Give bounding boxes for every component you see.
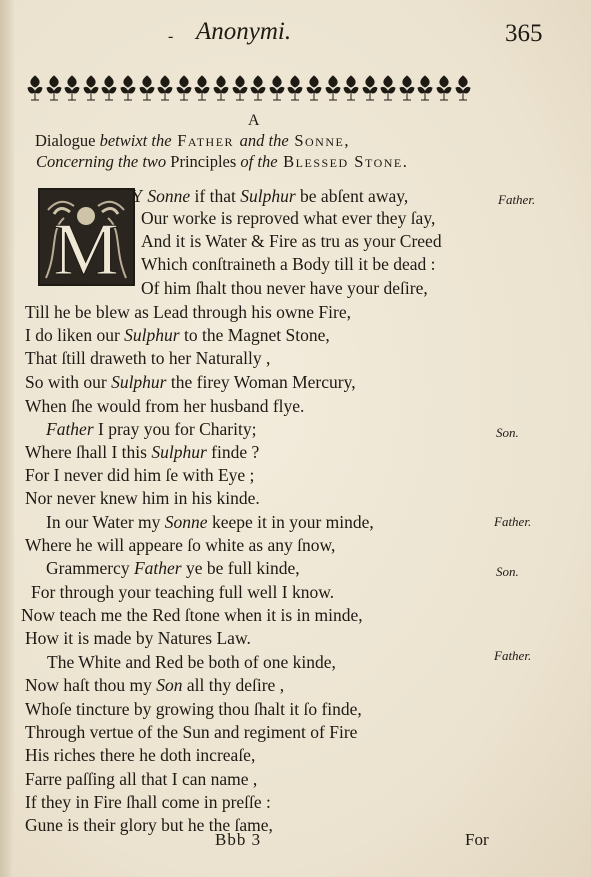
- dialogue-title-line-1: [35, 131, 350, 151]
- verse-text: Farre paſſing all that I can name ,: [25, 769, 258, 789]
- page-gutter-edge: [0, 0, 14, 877]
- title-text: betwixt the: [99, 131, 172, 150]
- page-header: [0, 18, 591, 50]
- verse-text: Till he be blew as Lead through his owne Fire,: [25, 302, 351, 322]
- verse-line: [141, 278, 428, 298]
- verse-text: Which conſtraineth a Body till it be dead :: [141, 254, 436, 274]
- verse-text: Sulphur: [111, 372, 167, 392]
- drop-cap-letter: M: [53, 209, 119, 284]
- verse-line: [25, 628, 251, 648]
- verse-text: Now teach me the Red ſtone when it is in minde,: [21, 605, 363, 625]
- fleuron-ornament-icon: [454, 74, 472, 102]
- fleuron-ornament-icon: [231, 74, 249, 102]
- verse-text: Now haſt thou my: [25, 675, 157, 695]
- verse-text: Sulphur: [240, 186, 296, 206]
- fleuron-ornament-icon: [379, 74, 397, 102]
- fleuron-ornament-icon: [286, 74, 304, 102]
- running-title: Anonymi.: [196, 18, 292, 45]
- dialogue-title-line-2: [36, 152, 408, 172]
- verse-text: Gune is their glory but he the ſame,: [25, 815, 273, 835]
- verse-line: [25, 442, 259, 462]
- verse-text: Father: [46, 419, 94, 439]
- verse-line: [141, 208, 435, 228]
- verse-text: finde ?: [206, 442, 260, 462]
- catchword: For: [465, 830, 489, 849]
- verse-line: [25, 302, 351, 322]
- drop-cap-ornament-icon: [40, 190, 133, 284]
- speaker-label: Father.: [494, 648, 532, 663]
- verse-text: Sonne: [147, 186, 191, 206]
- verse-line: [25, 722, 357, 742]
- fleuron-ornament-icon: [100, 74, 118, 102]
- verse-line: [47, 652, 336, 672]
- verse-line: [46, 419, 256, 439]
- verse-line: [25, 675, 284, 695]
- title-text: Concerning the two: [36, 152, 167, 171]
- verse-text: For I never did him ſe with Eye ;: [25, 465, 255, 485]
- fleuron-ornament-icon: [26, 74, 44, 102]
- verse-text: I do liken our: [25, 325, 125, 345]
- fleuron-ornament-icon: [82, 74, 100, 102]
- verse-line: [46, 558, 300, 578]
- verse-text: Y: [131, 186, 148, 206]
- verse-text: Our worke is reproved what ever they ſay,: [141, 208, 436, 228]
- fleuron-ornament-icon: [249, 74, 267, 102]
- verse-line: [31, 582, 334, 602]
- section-letter: A: [248, 112, 260, 129]
- header-dash: -: [168, 28, 174, 45]
- verse-text: Sonne: [164, 512, 208, 532]
- fleuron-ornament-icon: [416, 74, 434, 102]
- verse-text: ye be full kinde,: [181, 558, 300, 578]
- verse-text: the firey Woman Mercury,: [166, 372, 356, 392]
- verse-text: Where he will appeare ſo white as any ſnow,: [25, 535, 336, 555]
- verse-text: Sulphur: [151, 442, 207, 462]
- fleuron-ornament-icon: [305, 74, 323, 102]
- verse-line: [25, 769, 257, 789]
- speaker-label: Father.: [494, 514, 532, 529]
- verse-line: [25, 488, 260, 508]
- signature-mark: Bbb 3: [215, 830, 262, 849]
- verse-text: Father: [133, 558, 182, 578]
- drop-cap-initial: [38, 188, 135, 286]
- page-number: 365: [505, 20, 543, 47]
- speaker-label: Son.: [496, 425, 519, 440]
- verse-text: keepe it in your minde,: [207, 512, 374, 532]
- fleuron-ornament-icon: [324, 74, 342, 102]
- verse-text: be abſent away,: [295, 186, 409, 206]
- verse-text: Grammercy: [46, 558, 134, 578]
- verse-line: [141, 254, 436, 274]
- fleuron-ornament-icon: [175, 74, 193, 102]
- verse-text: The White and Red be both of one kinde,: [47, 652, 336, 672]
- verse-line: [131, 186, 408, 206]
- verse-text: Son: [156, 675, 183, 695]
- verse-text: And it is Water & Fire as tru as your Creed: [141, 231, 442, 251]
- verse-text: When ſhe would from her husband flye.: [25, 396, 305, 416]
- fleuron-ornament-icon: [138, 74, 156, 102]
- verse-line: [141, 231, 442, 251]
- verse-line: [25, 396, 304, 416]
- verse-line: [25, 372, 356, 392]
- verse-text: How it is made by Natures Law.: [25, 628, 251, 648]
- verse-line: [46, 512, 374, 532]
- fleuron-ornament-icon: [63, 74, 81, 102]
- title-text: Principles: [166, 152, 241, 171]
- verse-line: [25, 535, 335, 555]
- fleuron-ornament-icon: [212, 74, 230, 102]
- title-text: Dialogue: [35, 131, 100, 150]
- fleuron-ornament-icon: [156, 74, 174, 102]
- verse-text: If they in Fire ſhall come in preſſe :: [25, 792, 271, 812]
- verse-line: [25, 348, 270, 368]
- title-text: and the: [239, 131, 289, 150]
- verse-line: [21, 605, 363, 625]
- fleuron-ornament-icon: [45, 74, 63, 102]
- verse-text: For through your teaching full well I know.: [31, 582, 335, 602]
- verse-line: [25, 792, 271, 812]
- fleuron-ornament-icon: [119, 74, 137, 102]
- title-text: Sonne,: [288, 131, 350, 150]
- title-text: Blessed Stone.: [277, 152, 409, 171]
- verse-text: to the Magnet Stone,: [179, 325, 330, 345]
- verse-line: [25, 465, 254, 485]
- verse-text: That ſtill draweth to her Naturally ,: [25, 348, 271, 368]
- ornament-band: [26, 74, 472, 104]
- title-text: of the: [240, 152, 278, 171]
- verse-text: His riches there he doth increaſe,: [25, 745, 256, 765]
- fleuron-ornament-icon: [268, 74, 286, 102]
- verse-text: Where ſhall I this: [25, 442, 152, 462]
- verse-text: Through vertue of the Sun and regiment of Fire: [25, 722, 358, 742]
- fleuron-ornament-icon: [361, 74, 379, 102]
- title-text: Father: [171, 131, 240, 150]
- verse-text: if that: [190, 186, 241, 206]
- speaker-label: Father.: [498, 192, 536, 207]
- verse-text: Of him ſhalt thou never have your deſire,: [141, 278, 428, 298]
- fleuron-ornament-icon: [193, 74, 211, 102]
- verse-text: So with our: [25, 372, 112, 392]
- fleuron-ornament-icon: [435, 74, 453, 102]
- verse-text: all thy deſire ,: [182, 675, 285, 695]
- verse-text: Sulphur: [124, 325, 180, 345]
- verse-text: I pray you for Charity;: [93, 419, 257, 439]
- verse-line: [25, 325, 330, 345]
- fleuron-ornament-icon: [342, 74, 360, 102]
- verse-line: [25, 745, 255, 765]
- verse-line: [25, 699, 362, 719]
- fleuron-ornament-icon: [398, 74, 416, 102]
- speaker-label: Son.: [496, 564, 519, 579]
- verse-text: Whoſe tincture by growing thou ſhalt it ſo finde,: [25, 699, 362, 719]
- verse-text: In our Water my: [46, 512, 165, 532]
- verse-text: Nor never knew him in his kinde.: [25, 488, 260, 508]
